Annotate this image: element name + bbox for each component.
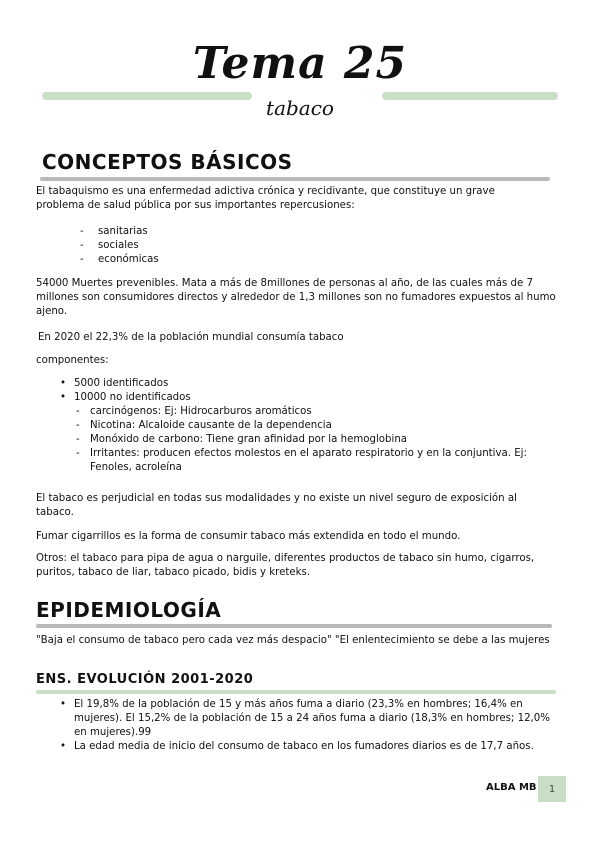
sub-list-item: - Monóxido de carbono: Tiene gran afinidad por la hemoglobina [60,433,550,447]
list-item: - sociales [80,239,159,253]
quote-paragraph: "Baja el consumo de tabaco pero cada vez más despacio" "El enlentecimiento se debe a las mujeres [36,635,550,646]
componentes-label: componentes: [36,355,109,366]
muertes-paragraph: 54000 Muertes prevenibles. Mata a más de 8millones de personas al año, de las cuales más de 7 millones son consumidores directos y alrededor de 1,3 millones son no fumadores expuestos al humo ajeno. [36,278,556,317]
section-underline [36,624,552,628]
sub-list-item: - Nicotina: Alcaloide causante de la dependencia [60,419,550,433]
page-title: Tema 25 [192,38,408,89]
list-item: • 10000 no identificados [60,391,550,405]
subsection-underline [36,690,556,694]
list-item: - económicas [80,253,159,267]
sub-list-item: - carcinógenos: Ej: Hidrocarburos aromáticos [60,405,550,419]
cigarrillos-paragraph: Fumar cigarrillos es la forma de consumir tabaco más extendida en todo el mundo. [36,531,461,542]
sub-list-item: - Irritantes: producen efectos molestos en el aparato respiratorio y en la conjuntiva. Ej: Fenoles, acroleína [60,447,550,475]
repercusiones-list [80,225,159,267]
perjudicial-paragraph: El tabaco es perjudicial en todas sus modalidades y no existe un nivel seguro de exposición al tabaco. [36,493,517,518]
componentes-list [60,377,550,475]
section-heading-epidemiologia: EPIDEMIOLOGÍA [36,598,222,622]
page-number: 1 [538,776,566,802]
consumo-paragraph: En 2020 el 22,3% de la población mundial consumía tabaco [38,332,344,343]
section-heading-conceptos: CONCEPTOS BÁSICOS [42,150,293,174]
footer-author: ALBA MB [486,782,537,793]
list-item: • El 19,8% de la población de 15 y más años fuma a diario (23,3% en hombres; 16,4% en mujeres). El 15,2% de la población de 15 a 24 años fuma a diario (18,3% en hombres; 12,0% en mujeres).99 [60,698,550,740]
ens-bullet-list [60,698,550,754]
intro-paragraph: El tabaquismo es una enfermedad adictiva crónica y recidivante, que constituye un grave problema de salud pública por sus importantes repercusiones: [36,186,495,211]
section-underline [40,177,550,181]
subsection-heading-ens: ENS. EVOLUCIÓN 2001-2020 [36,672,254,687]
page-subtitle: tabaco [266,96,334,120]
list-item: - sanitarias [80,225,159,239]
list-item: • 5000 identificados [60,377,550,391]
otros-paragraph: Otros: el tabaco para pipa de agua o narguile, diferentes productos de tabaco sin humo, cigarros, puritos, tabaco de liar, tabaco picado, bidis y kreteks. [36,553,535,578]
list-item: • La edad media de inicio del consumo de tabaco en los fumadores diarios es de 17,7 años. [60,740,550,754]
